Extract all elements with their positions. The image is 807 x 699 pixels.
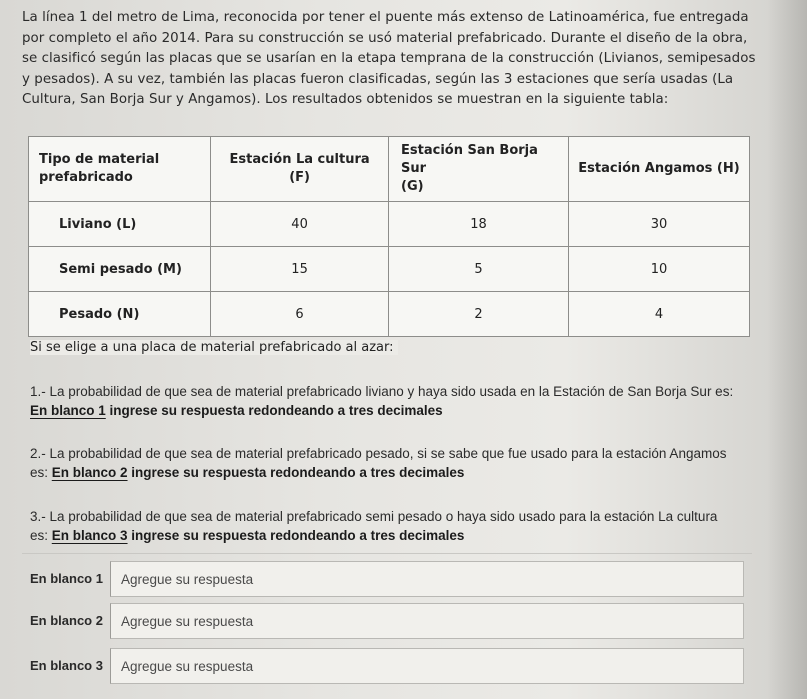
- table-cell: 10: [568, 247, 749, 292]
- table-cell: 4: [568, 292, 749, 337]
- answer-input-1[interactable]: [110, 561, 744, 597]
- answer-row-3: [28, 648, 746, 686]
- row-label: Liviano (L): [29, 202, 211, 247]
- answer-label: En blanco 1: [30, 571, 103, 586]
- table-cell: 5: [389, 247, 569, 292]
- blank-reference: En blanco 3: [51, 528, 128, 543]
- question-1: [30, 382, 780, 420]
- answer-row-1: [28, 561, 746, 599]
- header-station-angamos: Estación Angamos (H): [568, 137, 749, 202]
- intro-line: La línea 1 del metro de Lima, reconocida por tener el puente más extenso de Latinoamérica, fue entregada: [22, 10, 749, 25]
- answer-row-2: [28, 603, 746, 641]
- answer-input-2[interactable]: [110, 603, 744, 639]
- question-instruction: es: En blanco 2 ingrese su respuesta redondeando a tres decimales: [30, 465, 465, 480]
- table-header-row: [29, 137, 750, 202]
- table-row: [29, 247, 750, 292]
- question-3: [30, 507, 780, 545]
- header-material-type: Tipo de material prefabricado: [29, 137, 211, 202]
- table-cell: 18: [389, 202, 569, 247]
- intro-line: y pesados). A su vez, también las placas fueron clasificadas, según las 3 estaciones que sería usadas (La: [22, 71, 734, 87]
- question-instruction: es: En blanco 3 ingrese su respuesta redondeando a tres decimales: [30, 528, 465, 543]
- intro-line: Cultura, San Borja Sur y Angamos). Los resultados obtenidos se muestran en la siguiente tabla:: [22, 92, 669, 108]
- answer-input-3[interactable]: [110, 648, 744, 684]
- data-table: [28, 136, 750, 337]
- table-cell: 2: [389, 292, 569, 337]
- question-text: 3.- La probabilidad de que sea de material prefabricado semi pesado o haya sido usado para la estación La cultura: [30, 509, 718, 524]
- row-label: Pesado (N): [29, 292, 211, 337]
- table-cell: 30: [568, 202, 749, 247]
- table-cell: 6: [211, 292, 389, 337]
- intro-line: se clasificó según las placas que se usarían en la etapa temprana de la construcción (Livianos, semipesados: [22, 51, 756, 67]
- divider: [22, 553, 752, 554]
- blank-reference: En blanco 1: [30, 403, 106, 418]
- table-cell: 40: [211, 202, 389, 247]
- table-caption: Si se elige a una placa de material prefabricado al azar:: [30, 340, 398, 355]
- table-row: [29, 292, 750, 337]
- blank-reference: En blanco 2: [51, 465, 128, 480]
- table-cell: 15: [211, 247, 389, 292]
- problem-statement: [22, 8, 802, 111]
- answer-label: En blanco 3: [30, 658, 103, 673]
- answer-label: En blanco 2: [30, 613, 103, 628]
- header-station-la-cultura: Estación La cultura (F): [211, 137, 389, 202]
- row-label: Semi pesado (M): [29, 247, 211, 292]
- question-text: 2.- La probabilidad de que sea de material prefabricado pesado, si se sabe que fue usado para la estación Angamos: [30, 446, 727, 461]
- table-row: [29, 202, 750, 247]
- intro-line: por completo el año 2014. Para su construcción se usó material prefabricado. Durante el diseño de la obra,: [22, 30, 748, 46]
- question-2: [30, 444, 780, 482]
- question-instruction: En blanco 1 ingrese su respuesta redondeando a tres decimales: [30, 403, 443, 418]
- question-text: 1.- La probabilidad de que sea de material prefabricado liviano y haya sido usada en la Estación de San Borja Sur es:: [30, 384, 734, 399]
- header-station-san-borja: Estación San Borja Sur (G): [389, 137, 569, 202]
